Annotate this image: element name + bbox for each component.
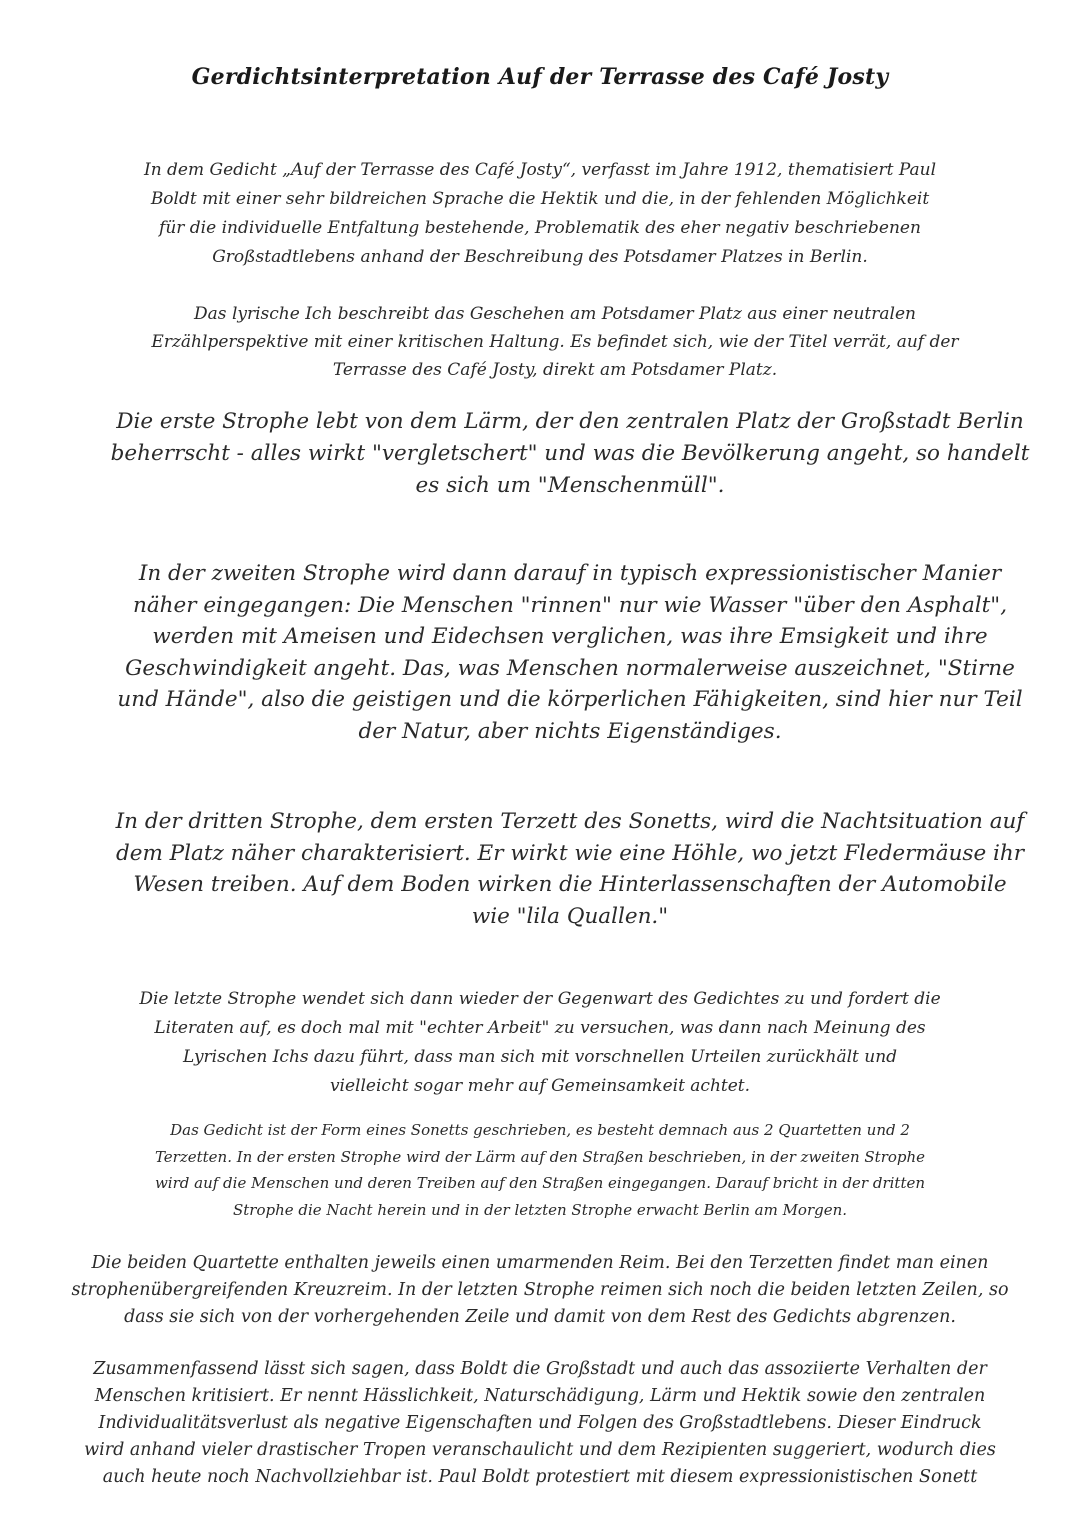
text-line: Menschen kritisiert. Er nennt Hässlichkeit, Naturschädigung, Lärm und Hektik sowie den zentralen bbox=[94, 1386, 986, 1406]
paragraph-second-stanza bbox=[100, 558, 1040, 747]
text-line: Die beiden Quartette enthalten jeweils einen umarmenden Reim. Bei den Terzetten findet man einen bbox=[91, 1253, 989, 1273]
text-line: dass sie sich von der vorhergehenden Zeile und damit von dem Rest des Gedichts abgrenzen. bbox=[124, 1307, 956, 1327]
text-line: In dem Gedicht „Auf der Terrasse des Café Josty“, verfasst im Jahre 1912, thematisiert Paul bbox=[143, 160, 937, 180]
text-line: und Hände", also die geistigen und die körperlichen Fähigkeiten, sind hier nur Teil bbox=[117, 687, 1023, 712]
text-line: strophenübergreifenden Kreuzreim. In der letzten Strophe reimen sich noch die beiden letzten Zeilen, so bbox=[71, 1280, 1009, 1300]
text-line: Zusammenfassend lässt sich sagen, dass Boldt die Großstadt und auch das assoziierte Verhalten der bbox=[93, 1359, 987, 1379]
text-line: auch heute noch Nachvollziehbar ist. Paul Boldt protestiert mit diesem expressionistischen Sonett bbox=[102, 1467, 978, 1487]
paragraph-conclusion bbox=[30, 1356, 1050, 1491]
paragraph-introduction bbox=[100, 156, 980, 272]
text-line: Die erste Strophe lebt von dem Lärm, der den zentralen Platz der Großstadt Berlin bbox=[116, 409, 1024, 434]
paragraph-last-stanza bbox=[100, 985, 980, 1101]
text-line: vielleicht sogar mehr auf Gemeinsamkeit achtet. bbox=[329, 1076, 751, 1096]
text-line: Geschwindigkeit angeht. Das, was Menschen normalerweise auszeichnet, "Stirne bbox=[125, 655, 1015, 681]
text-line: wie "lila Quallen." bbox=[471, 903, 669, 929]
paragraph-lyrical-self bbox=[120, 300, 990, 384]
text-line: dem Platz näher charakterisiert. Er wirkt wie eine Höhle, wo jetzt Fledermäuse ihr bbox=[115, 840, 1025, 866]
text-line: Boldt mit einer sehr bildreichen Sprache die Hektik und die, in der fehlenden Möglichkeit bbox=[150, 189, 930, 209]
paragraph-form bbox=[100, 1117, 980, 1223]
text-line: werden mit Ameisen und Eidechsen verglichen, was ihre Emsigkeit und ihre bbox=[152, 624, 988, 649]
text-line: Erzählperspektive mit einer kritischen Haltung. Es befindet sich, wie der Titel verrät, auf der bbox=[151, 332, 959, 352]
text-line: In der zweiten Strophe wird dann darauf in typisch expressionistischer Manier bbox=[138, 561, 1002, 586]
text-line: Lyrischen Ichs dazu führt, dass man sich mit vorschnellen Urteilen zurückhält und bbox=[182, 1047, 898, 1067]
text-line: näher eingegangen: Die Menschen "rinnen" nur wie Wasser "über den Asphalt", bbox=[132, 592, 1008, 618]
text-line: wird anhand vieler drastischer Tropen veranschaulicht und dem Rezipienten suggeriert, wodurch dies bbox=[84, 1440, 996, 1460]
text-line: Das lyrische Ich beschreibt das Geschehen am Potsdamer Platz aus einer neutralen bbox=[194, 304, 916, 324]
paragraph-rhyme bbox=[30, 1250, 1050, 1331]
text-line: Strophe die Nacht herein und in der letzten Strophe erwacht Berlin am Morgen. bbox=[232, 1200, 848, 1219]
text-line: für die individuelle Entfaltung bestehende, Problematik des eher negativ beschriebenen bbox=[159, 218, 921, 238]
paragraph-first-stanza bbox=[100, 406, 1040, 502]
text-line: der Natur, aber nichts Eigenständiges. bbox=[358, 718, 782, 744]
text-line: Das Gedicht ist der Form eines Sonetts geschrieben, es besteht demnach aus 2 Quartetten und 2 bbox=[170, 1121, 910, 1139]
text-line: Literaten auf, es doch mal mit "echter Arbeit" zu versuchen, was dann nach Meinung des bbox=[154, 1018, 926, 1038]
text-line: es sich um "Menschenmüll". bbox=[415, 473, 725, 498]
text-line: In der dritten Strophe, dem ersten Terzett des Sonetts, wird die Nachtsituation auf bbox=[115, 809, 1025, 834]
text-line: Terrasse des Café Josty, direkt am Potsdamer Platz. bbox=[332, 360, 778, 380]
text-line: Wesen treiben. Auf dem Boden wirken die Hinterlassenschaften der Automobile bbox=[133, 872, 1007, 897]
paragraph-third-stanza bbox=[100, 806, 1040, 932]
text-line: Großstadtlebens anhand der Beschreibung des Potsdamer Platzes in Berlin. bbox=[212, 247, 868, 267]
text-line: Terzetten. In der ersten Strophe wird der Lärm auf den Straßen beschrieben, in der zweiten Strophe bbox=[154, 1147, 926, 1166]
text-line: Die letzte Strophe wendet sich dann wieder der Gegenwart des Gedichtes zu und fordert die bbox=[139, 989, 941, 1009]
page-title: Gerdichtsinterpretation Auf der Terrasse des Café Josty bbox=[191, 64, 889, 90]
text-line: beherrscht - alles wirkt "vergletschert" und was die Bevölkerung angeht, so handelt bbox=[110, 441, 1030, 466]
text-line: Individualitätsverlust als negative Eigenschaften und Folgen des Großstadtlebens. Dieser Eindruck bbox=[98, 1413, 982, 1433]
text-line: wird auf die Menschen und deren Treiben auf den Straßen eingegangen. Darauf bricht in der dritten bbox=[154, 1174, 926, 1192]
